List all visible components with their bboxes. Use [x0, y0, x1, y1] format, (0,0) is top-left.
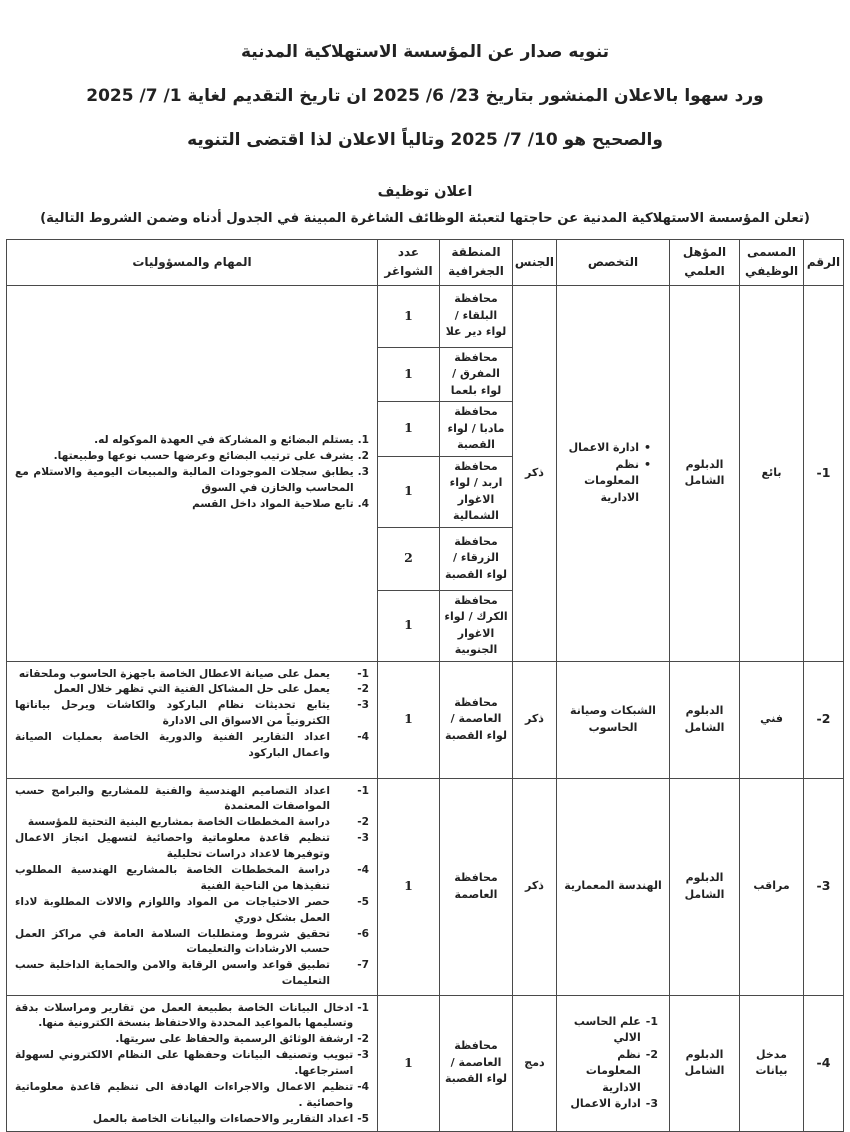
- col-header-qualification: المؤهل العلمي: [670, 239, 740, 285]
- row1-vacancies-4: 1: [378, 456, 440, 527]
- row1-number: 1-: [804, 285, 844, 661]
- row1-region-6: محافظة الكرك / لواء الاغوار الجنوبية: [440, 590, 513, 661]
- row4-qualification: الدبلوم الشامل: [670, 995, 740, 1131]
- row4-region: محافظة العاصمة / لواء القصبة: [440, 995, 513, 1131]
- task-number: 6-: [357, 927, 369, 940]
- row1-tasks: [7, 285, 378, 661]
- notice-line-1: تنويه صدار عن المؤسسة الاستهلاكية المدنية: [240, 42, 610, 62]
- job-row-3: [7, 778, 844, 995]
- row2-job-title: فني: [740, 661, 804, 778]
- row2-tasks: [7, 661, 378, 778]
- spec-number: 3-: [645, 1097, 658, 1111]
- task-text: يعمل على صيانة الاعطال الخاصة باجهزة الحاسوب وملحقاته: [18, 667, 330, 680]
- task-number: 4-: [357, 1081, 369, 1094]
- row1-gender: ذكر: [513, 285, 557, 661]
- task-number: 5-: [357, 1112, 369, 1125]
- spec-number: 2-: [645, 1047, 658, 1061]
- task-text: يشرف على ترتيب البضائع وعرضها حسب نوعها وطبيعتها.: [53, 450, 354, 463]
- row1-specialization: [557, 285, 670, 661]
- notice-line-3: والصحيح هو 10/ 7/ 2025 وتالياً الاعلان لذا اقتضى التنويه: [187, 130, 663, 151]
- row3-job-title: مراقب: [740, 778, 804, 995]
- row3-vacancies: 1: [378, 778, 440, 995]
- task-number: 1.: [357, 434, 369, 447]
- task-text: تنظيم الاعمال والاجراءات الهادفة الى تنظيم قاعدة معلوماتية واحصائية .: [15, 1081, 354, 1109]
- row3-qualification: الدبلوم الشامل: [670, 778, 740, 995]
- task-number: 3-: [357, 699, 369, 712]
- row4-spec-text: علم الحاسب الالي: [573, 1014, 641, 1045]
- row4-spec-text: نظم المعلومات الادارية: [585, 1047, 641, 1094]
- row4-number: 4-: [804, 995, 844, 1131]
- task-item: [15, 433, 369, 449]
- row4-tasks: [7, 995, 378, 1131]
- row4-spec-item: [560, 1014, 666, 1047]
- task-number: 4.: [357, 497, 369, 510]
- row1-job-title: بائع: [740, 285, 804, 661]
- task-text: اعداد التقارير والاحصاءات والبيانات الخاصة بالعمل: [92, 1112, 354, 1125]
- job-row-2: [7, 661, 844, 778]
- task-item: [15, 1048, 369, 1080]
- task-item: [15, 682, 369, 698]
- task-text: يعمل على حل المشاكل الفنية التي تظهر خلال العمل: [53, 683, 330, 696]
- task-text: يتابع تحديثات نظام الباركود والكاشات ويرحل بياناتها الكترونياً من الاسواق الى الادارة: [15, 699, 330, 728]
- task-item: [15, 831, 369, 863]
- bullet-icon: •: [643, 441, 651, 455]
- row4-spec-item: [560, 1096, 666, 1113]
- col-header-job-title: المسمى الوظيفي: [740, 239, 804, 285]
- task-item: [15, 449, 369, 465]
- row4-specialization: [557, 995, 670, 1131]
- task-number: 2-: [357, 683, 369, 696]
- task-item: [15, 667, 369, 683]
- col-header-vacancies: عدد الشواغر: [378, 239, 440, 285]
- task-text: تابع صلاحية المواد داخل القسم: [192, 497, 354, 510]
- task-number: 3-: [357, 1049, 369, 1062]
- task-text: ادخال البيانات الخاصة بطبيعة العمل من تقارير ومراسلات بدقة وتسليمها بالمواعيد المحددة والاحتفاظ بنسخة الكترونية منها.: [15, 1001, 354, 1030]
- row3-tasks: [7, 778, 378, 995]
- row4-vacancies: 1: [378, 995, 440, 1131]
- row1-spec-item: [560, 457, 666, 507]
- row3-specialization: الهندسة المعمارية: [557, 778, 670, 995]
- job-row-4: [7, 995, 844, 1131]
- row3-region: محافظة العاصمة: [440, 778, 513, 995]
- col-header-specialization: التخصص: [557, 239, 670, 285]
- row1-vacancies-6: 1: [378, 590, 440, 661]
- row1-qualification: الدبلوم الشامل: [670, 285, 740, 661]
- row1-region-3: محافظة مادبا / لواء القصبة: [440, 402, 513, 457]
- task-item: [15, 465, 369, 497]
- row1-region-1: محافظة البلقاء / لواء دير علا: [440, 285, 513, 347]
- task-item: [15, 698, 369, 730]
- row1-region-4: محافظة اربد / لواء الاغوار الشمالية: [440, 456, 513, 527]
- task-number: 4-: [357, 731, 369, 744]
- announcement-intro: (تعلن المؤسسة الاستهلاكية المدنية عن حاجتها لتعبئة الوظائف الشاغرة المبينة في الجدول أدناه وضمن الشروط التالية): [40, 210, 810, 226]
- task-number: 3-: [357, 832, 369, 845]
- task-text: حصر الاحتياجات من المواد واللوازم والالات المطلوبة لاداء العمل بشكل دوري: [15, 895, 330, 924]
- task-number: 1-: [357, 667, 369, 680]
- row2-region: محافظة العاصمة / لواء القصبة: [440, 661, 513, 778]
- task-number: 4-: [357, 864, 369, 877]
- row1-vacancies-5: 2: [378, 527, 440, 590]
- col-header-gender: الجنس: [513, 239, 557, 285]
- row4-spec-text: ادارة الاعمال: [570, 1097, 641, 1111]
- task-item: [15, 1112, 369, 1128]
- task-text: دراسة المخططات الخاصة بمشاريع البنية التحتية للمؤسسة: [27, 816, 330, 829]
- task-item: [15, 497, 369, 513]
- task-text: تنظيم قاعدة معلوماتية واحصائية لتسهيل انجاز الاعمال وتوفيرها لاعداد دراسات تحليلية: [15, 832, 330, 861]
- row1-spec-text: ادارة الاعمال: [568, 441, 639, 455]
- row2-number: 2-: [804, 661, 844, 778]
- task-number: 1-: [357, 784, 369, 797]
- task-number: 2-: [357, 1033, 369, 1046]
- task-text: ارشفة الوثائق الرسمية والحفاظ على سريتها.: [115, 1033, 354, 1046]
- task-number: 7-: [357, 959, 369, 972]
- announcement-title: اعلان توظيف: [377, 183, 473, 200]
- row2-specialization: الشبكات وصيانة الحاسوب: [557, 661, 670, 778]
- task-text: تبويب وتصنيف البيانات وحفظها على النظام الالكتروني لسهولة استرجاعها.: [15, 1049, 354, 1078]
- bullet-icon: •: [643, 457, 651, 471]
- table-header-row: [7, 239, 844, 285]
- spec-number: 1-: [645, 1014, 658, 1028]
- row1-vacancies-1: 1: [378, 285, 440, 347]
- row4-job-title: مدخل بيانات: [740, 995, 804, 1131]
- row4-spec-item: [560, 1047, 666, 1097]
- task-item: [15, 1001, 369, 1033]
- row3-gender: ذكر: [513, 778, 557, 995]
- task-number: 3.: [357, 466, 369, 479]
- task-text: اعداد التصاميم الهندسية والفنية للمشاريع والبرامج حسب المواصفات المعتمدة: [15, 784, 330, 813]
- row1-region-2: محافظة المفرق / لواء بلعما: [440, 347, 513, 402]
- task-item: [15, 1032, 369, 1048]
- task-text: يستلم البضائع و المشاركة في العهدة الموكوله له.: [94, 434, 354, 447]
- task-text: تطبيق قواعد واسس الرقابة والامن والحماية الداخلية حسب التعليمات: [15, 959, 330, 988]
- row1-region-5: محافظة الزرقاء / لواء القصبة: [440, 527, 513, 590]
- row1-spec-text: نظم المعلومات الادارية: [584, 457, 639, 504]
- row2-vacancies: 1: [378, 661, 440, 778]
- row1-vacancies-3: 1: [378, 402, 440, 457]
- job-row-1: [7, 285, 844, 347]
- task-item: [15, 730, 369, 762]
- row2-gender: ذكر: [513, 661, 557, 778]
- task-number: 1-: [357, 1001, 369, 1014]
- jobs-table: [6, 239, 844, 1132]
- corrigendum-notice: [6, 0, 844, 163]
- task-text: دراسة المخططات الخاصة بالمشاريع الهندسية المطلوب تنفيذها من الناحية الفنية: [15, 864, 330, 892]
- col-header-region: المنطقة الجغرافية: [440, 239, 513, 285]
- task-item: [15, 863, 369, 895]
- task-text: يطابق سجلات الموجودات المالية والمبيعات اليومية والاستلام مع المحاسب والخازن في السوق: [15, 466, 354, 494]
- task-item: [15, 784, 369, 816]
- task-text: اعداد التقارير الفنية والدورية الخاصة بعمليات الصيانة واعمال الباركود: [15, 731, 330, 760]
- task-number: 5-: [357, 895, 369, 908]
- col-header-tasks: المهام والمسؤوليات: [7, 239, 378, 285]
- task-item: [15, 927, 369, 959]
- task-item: [15, 815, 369, 831]
- task-item: [15, 1080, 369, 1112]
- task-number: 2.: [357, 450, 369, 463]
- row1-vacancies-2: 1: [378, 347, 440, 402]
- task-text: تحقيق شروط ومتطلبات السلامة العامة في مراكز العمل حسب الارشادات والتعليمات: [15, 927, 330, 956]
- col-header-number: الرقم: [804, 239, 844, 285]
- notice-line-2: ورد سهوا بالاعلان المنشور بتاريخ 23/ 6/ 2025 ان تاريخ التقديم لغاية 1/ 7/ 2025: [86, 86, 764, 107]
- task-item: [15, 895, 369, 927]
- row3-number: 3-: [804, 778, 844, 995]
- task-item: [15, 958, 369, 990]
- row4-gender: دمج: [513, 995, 557, 1131]
- row1-spec-item: [560, 440, 666, 457]
- row2-qualification: الدبلوم الشامل: [670, 661, 740, 778]
- task-number: 2-: [357, 816, 369, 829]
